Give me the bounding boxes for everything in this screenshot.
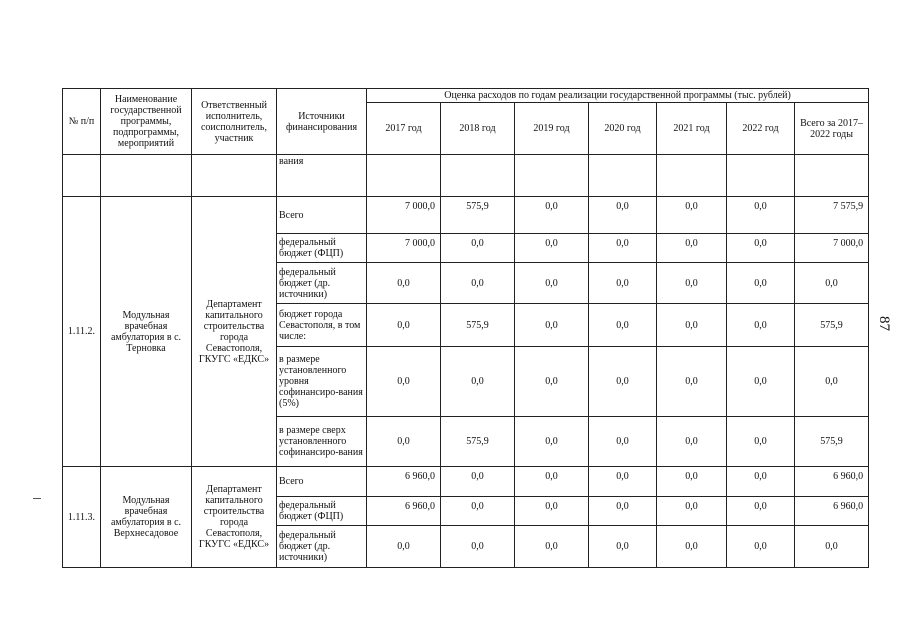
source-cell: федеральный бюджет (др. источники): [277, 263, 367, 304]
table-header: [63, 89, 869, 155]
value-cell: 575,9: [441, 304, 515, 347]
value-cell: 0,0: [367, 304, 441, 347]
total-cell: 575,9: [795, 304, 869, 347]
total-cell: 7 575,9: [795, 197, 869, 234]
value-cell: 0,0: [589, 263, 657, 304]
value-cell: 0,0: [657, 497, 727, 526]
value-cell: 0,0: [441, 467, 515, 497]
value-cell: 6 960,0: [367, 467, 441, 497]
total-cell: 0,0: [795, 347, 869, 417]
value-cell: 0,0: [727, 467, 795, 497]
row-number: 1.11.2.: [63, 197, 101, 467]
budget-table: [62, 88, 869, 568]
value-cell: 0,0: [727, 417, 795, 467]
source-cell: в размере сверх установленного софинансиро-вания: [277, 417, 367, 467]
value-cell: 0,0: [589, 497, 657, 526]
value-cell: 6 960,0: [367, 497, 441, 526]
value-cell: 0,0: [515, 526, 589, 568]
value-cell: 0,0: [515, 347, 589, 417]
value-cell: 0,0: [441, 263, 515, 304]
value-cell: 0,0: [657, 526, 727, 568]
header-name: Наименование государственной программы, подпрограммы, мероприятий: [101, 89, 192, 155]
header-executor: Ответственный исполнитель, соисполнитель, участник: [192, 89, 277, 155]
value-cell: 0,0: [515, 197, 589, 234]
value-cell: 0,0: [589, 526, 657, 568]
value-cell: 0,0: [441, 347, 515, 417]
value-cell: 575,9: [441, 197, 515, 234]
source-cell: Всего: [277, 467, 367, 497]
measure-name: Модульная врачебная амбулатория в с. Верхнесадовое: [101, 467, 192, 568]
value-cell: 0,0: [441, 497, 515, 526]
value-cell: 0,0: [441, 234, 515, 263]
source-cell: федеральный бюджет (ФЦП): [277, 234, 367, 263]
value-cell: 0,0: [657, 197, 727, 234]
total-cell: 575,9: [795, 417, 869, 467]
value-cell: 0,0: [657, 263, 727, 304]
value-cell: 0,0: [589, 234, 657, 263]
value-cell: 0,0: [589, 197, 657, 234]
value-cell: 0,0: [657, 417, 727, 467]
value-cell: 0,0: [727, 347, 795, 417]
value-cell: 0,0: [727, 304, 795, 347]
header-year-2019: 2019 год: [515, 103, 589, 155]
header-year-2017: 2017 год: [367, 103, 441, 155]
value-cell: 0,0: [657, 467, 727, 497]
table-row: [63, 155, 869, 197]
total-cell: 7 000,0: [795, 234, 869, 263]
value-cell: 0,0: [367, 526, 441, 568]
scan-mark: [33, 498, 41, 499]
value-cell: 0,0: [515, 263, 589, 304]
source-cell: Всего: [277, 197, 367, 234]
value-cell: 0,0: [727, 526, 795, 568]
header-num: № п/п: [63, 89, 101, 155]
row-number: 1.11.3.: [63, 467, 101, 568]
value-cell: 0,0: [657, 347, 727, 417]
value-cell: 0,0: [589, 417, 657, 467]
source-cell: вания: [277, 155, 367, 197]
value-cell: 0,0: [727, 197, 795, 234]
header-year-2018: 2018 год: [441, 103, 515, 155]
value-cell: 0,0: [515, 467, 589, 497]
page-number: 87: [876, 316, 892, 331]
executor-cell: Департамент капитального строительства города Севастополя, ГКУГС «ЕДКС»: [192, 197, 277, 467]
header-year-2022: 2022 год: [727, 103, 795, 155]
value-cell: 0,0: [589, 347, 657, 417]
table-row: [63, 197, 869, 234]
value-cell: 575,9: [441, 417, 515, 467]
value-cell: 0,0: [657, 304, 727, 347]
source-cell: федеральный бюджет (ФЦП): [277, 497, 367, 526]
value-cell: 0,0: [657, 234, 727, 263]
value-cell: 0,0: [515, 417, 589, 467]
value-cell: 0,0: [727, 497, 795, 526]
value-cell: 7 000,0: [367, 234, 441, 263]
measure-name: Модульная врачебная амбулатория в с. Терновка: [101, 197, 192, 467]
source-cell: в размере установленного уровня софинансиро-вания (5%): [277, 347, 367, 417]
total-cell: 6 960,0: [795, 497, 869, 526]
header-year-2021: 2021 год: [657, 103, 727, 155]
total-cell: 6 960,0: [795, 467, 869, 497]
value-cell: 0,0: [441, 526, 515, 568]
source-cell: федеральный бюджет (др. источники): [277, 526, 367, 568]
header-estimate: Оценка расходов по годам реализации государственной программы (тыс. рублей): [367, 89, 869, 103]
value-cell: 7 000,0: [367, 197, 441, 234]
value-cell: 0,0: [515, 304, 589, 347]
value-cell: 0,0: [589, 467, 657, 497]
value-cell: 0,0: [515, 497, 589, 526]
header-total: Всего за 2017–2022 годы: [795, 103, 869, 155]
value-cell: 0,0: [515, 234, 589, 263]
source-cell: бюджет города Севастополя, в том числе:: [277, 304, 367, 347]
total-cell: 0,0: [795, 526, 869, 568]
value-cell: 0,0: [727, 234, 795, 263]
table-row: [63, 467, 869, 497]
executor-cell: Департамент капитального строительства города Севастополя, ГКУГС «ЕДКС»: [192, 467, 277, 568]
value-cell: 0,0: [367, 347, 441, 417]
value-cell: 0,0: [367, 263, 441, 304]
total-cell: 0,0: [795, 263, 869, 304]
value-cell: 0,0: [727, 263, 795, 304]
value-cell: 0,0: [367, 417, 441, 467]
header-year-2020: 2020 год: [589, 103, 657, 155]
value-cell: 0,0: [589, 304, 657, 347]
header-sources: Источники финансирования: [277, 89, 367, 155]
